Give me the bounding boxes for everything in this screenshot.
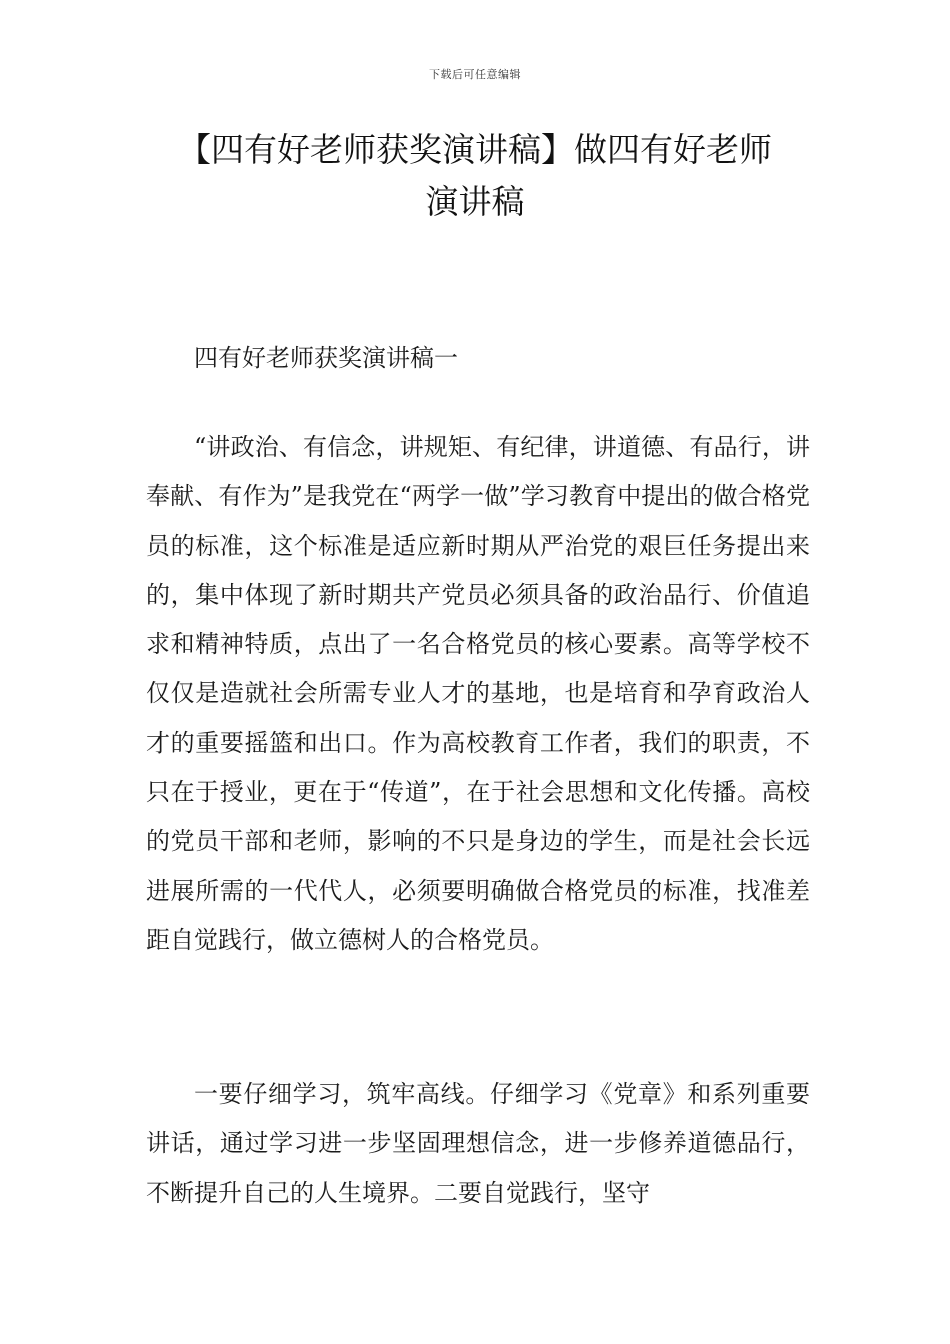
- header-note: 下载后可任意编辑: [429, 68, 521, 81]
- title-line-2: 演讲稿: [425, 182, 525, 221]
- paragraph-1: “讲政治、有信念，讲规矩、有纪律，讲道德、有品行，讲奉献、有作为”是我党在“两学一做”学习教育中提出的做合格党员的标准，这个标准是适应新时期从严治党的艰巨任务提出来的，集中体现了新时期共产党员必须具备的政治品行、价值追求和精神特质，点出了一名合格党员的核心要素。高等学校不仅仅是造就社会所需专业人才的基地，也是培育和孕育政治人才的重要摇篮和出口。作为高校教育工作者，我们的职责，不只在于授业，更在于“传道”，在于社会思想和文化传播。高校的党员干部和老师，影响的不只是身边的学生，而是社会长远进展所需的一代代人，必须要明确做合格党员的标准，找准差距自觉践行，做立德树人的合格党员。: [146, 433, 810, 954]
- paragraph-2: 一要仔细学习，筑牢高线。仔细学习《党章》和系列重要讲话，通过学习进一步坚固理想信念，进一步修养道德品行，不断提升自己的人生境界。二要自觉践行，坚守: [146, 1080, 810, 1207]
- section-subheading: 四有好老师获奖演讲稿一: [194, 344, 458, 372]
- document-title: [120, 124, 830, 228]
- title-line-1: 【四有好老师获奖演讲稿】做四有好老师: [178, 130, 772, 169]
